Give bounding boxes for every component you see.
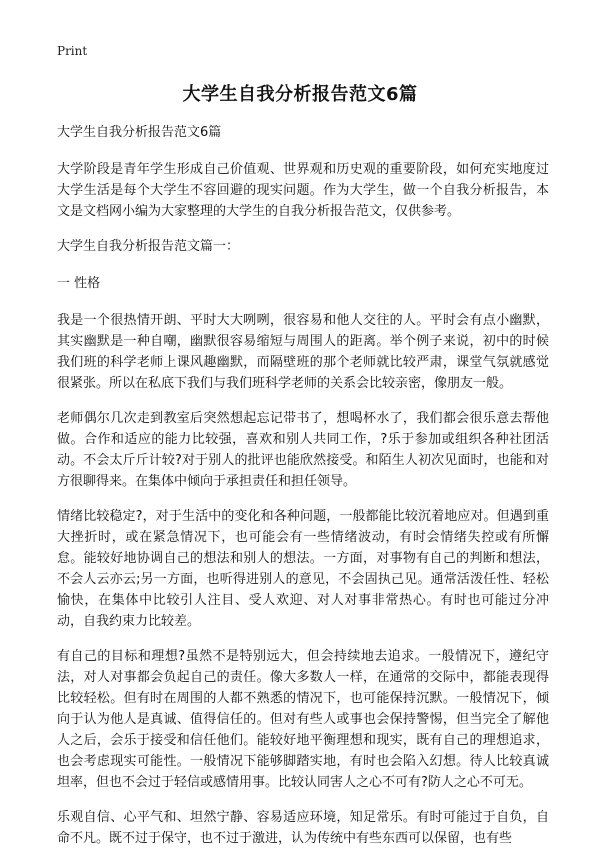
subsection-heading: 一 性格 xyxy=(57,276,101,291)
body-paragraph: 我是一个很热情开朗、平时大大咧咧，很容易和他人交往的人。平时会有点小幽默，其实幽默是一种自嘲，幽默很容易缩短与周围人的距离。举个例子来说，初中的时候我们班的科学老师上课风趣幽默，而隔壁班的那个老师就比较严肃，课堂气氛就感觉很紧张。所以在私底下我们与我们班科学老师的关系会比较亲密，像朋友一般。 xyxy=(57,313,549,391)
body-paragraph: 老师偶尔几次走到教室后突然想起忘记带书了，想喝杯水了，我们都会很乐意去帮他做。合作和适应的能力比较强，喜欢和别人共同工作，?乐于参加或组织各种社团活动。不会太斤斤计较?对于别人的批评也能欣然接受。和陌生人初次见面时，也能和对方很聊得来。在集体中倾向于承担责任和担任领导。 xyxy=(57,411,549,489)
print-link[interactable]: Print xyxy=(57,44,88,58)
subtitle-line: 大学生自我分析报告范文6篇 xyxy=(57,125,222,140)
body-paragraph: 情绪比较稳定?，对于生活中的变化和各种问题，一般都能比较沉着地应对。但遇到重大挫折时，或在紧急情况下，也可能会有一些情绪波动，有时会情绪失控或有所懈怠。能较好地协调自己的想法和别人的想法。一方面，对事物有自己的判断和想法，不会人云亦云;另一方面，也听得进别人的意见，不会固执己见。通常活泼任性、轻松愉快，在集体中比较引人注目、受人欢迎、对人对事非常热心。有时也可能过分冲动，自我约束力比较差。 xyxy=(57,509,549,629)
document-body xyxy=(57,122,549,863)
body-paragraph-truncated: 乐观自信、心平气和、坦然宁静、容易适应环境，知足常乐。有时可能过于自负，自命不凡。既不过于保守，也不过于激进，认为传统中有些东西可以保留，也有些 xyxy=(57,810,549,846)
intro-paragraph: 大学阶段是青年学生形成自己价值观、世界观和历史观的重要阶段，如何充实地度过大学生活是每个大学生不容回避的现实问题。作为大学生，做一个自我分析报告，本文是文档网小编为大家整理的大学生的自我分析报告范文，仅供参考。 xyxy=(57,162,549,219)
page-title: 大学生自我分析报告范文6篇 xyxy=(182,84,418,105)
body-paragraph: 有自己的目标和理想?虽然不是特别远大，但会持续地去追求。一般情况下，遵纪守法，对人对事都会负起自己的责任。像大多数人一样，在通常的交际中，都能表现得比较轻松。但有时在周围的人都不熟悉的情况下，也可能保持沉默。一般情况下，倾向于认为他人是真诚、值得信任的。但对有些人或事也会保持警惕，但当完全了解他人之后，会乐于接受和信任他们。能较好地平衡理想和现实，既有自己的理想追求，也会考虑现实可能性。一般情况下能够脚踏实地，有时也会陷入幻想。待人比较真诚坦率，但也不会过于轻信或感情用事。比较认同害人之心不可有?防人之心不可无。 xyxy=(57,649,549,790)
section-heading: 大学生自我分析报告范文篇一： xyxy=(57,239,240,254)
